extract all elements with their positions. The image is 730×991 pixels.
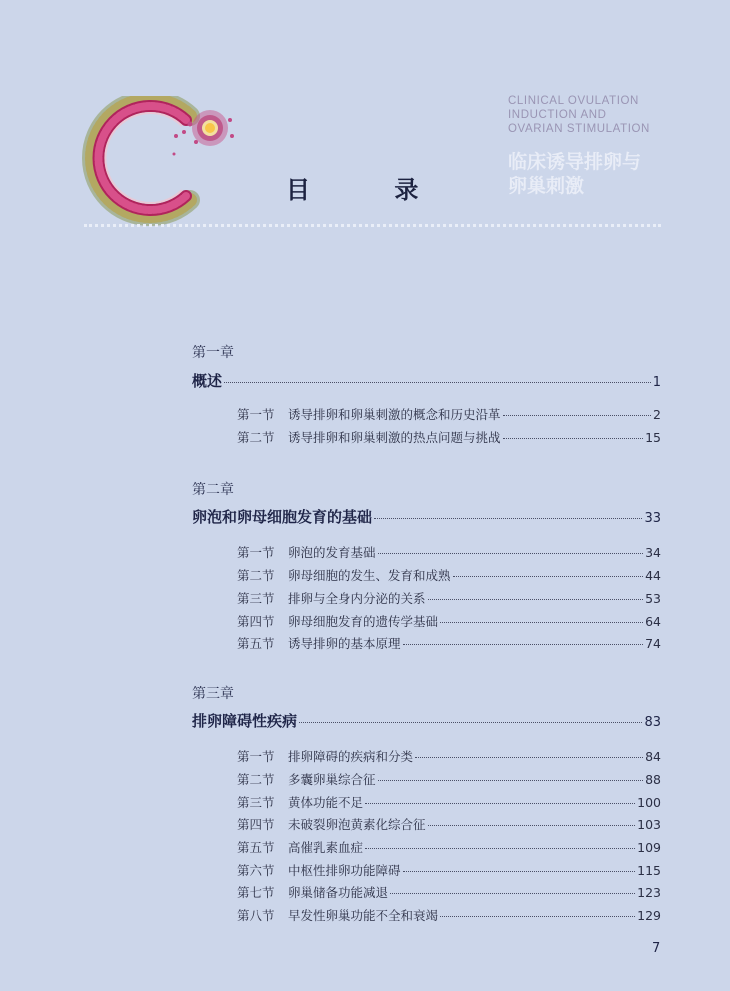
- section-number: 第二节: [237, 772, 275, 787]
- section-number: 第五节: [237, 840, 275, 855]
- section-number: 第五节: [237, 636, 275, 651]
- page-ref: 83: [644, 715, 661, 730]
- page-ref: 88: [645, 772, 661, 787]
- dot-leader: [453, 576, 644, 577]
- toc-section-entry[interactable]: [237, 838, 661, 856]
- section-title: 卵母细胞发育的遗传学基础: [288, 614, 439, 629]
- section-title: 高催乳素血症: [288, 840, 364, 855]
- toc-section-entry[interactable]: [237, 747, 661, 765]
- page-ref: 1: [652, 375, 661, 390]
- section-title: 诱导排卵和卵巢刺激的概念和历史沿革: [288, 407, 501, 422]
- page-ref: 34: [645, 545, 661, 560]
- page-number: 7: [652, 941, 661, 956]
- page-ref: 84: [645, 749, 661, 764]
- section-number: 第三节: [237, 591, 275, 606]
- section-number: 第四节: [237, 817, 275, 832]
- page-ref: 33: [644, 511, 661, 526]
- section-title: 排卵与全身内分泌的关系: [288, 591, 426, 606]
- toc-section-entry[interactable]: [237, 906, 661, 924]
- toc-section-entry[interactable]: [237, 815, 661, 833]
- section-title: 卵泡的发育基础: [288, 545, 376, 560]
- chapter-label: 第三章: [192, 686, 234, 702]
- dot-leader: [224, 382, 651, 383]
- section-number: 第一节: [237, 749, 275, 764]
- section-title: 多囊卵巢综合征: [288, 772, 376, 787]
- section-number: 第二节: [237, 430, 275, 445]
- section-title: 诱导排卵和卵巢刺激的热点问题与挑战: [288, 430, 501, 445]
- section-title: 诱导排卵的基本原理: [288, 636, 401, 651]
- toc-section-entry[interactable]: [237, 543, 661, 561]
- toc-section-entry[interactable]: [237, 793, 661, 811]
- dot-leader: [428, 599, 644, 600]
- toc-section-entry[interactable]: [237, 883, 661, 901]
- page-ref: 115: [637, 863, 661, 878]
- toc-chapter-entry[interactable]: [192, 506, 661, 527]
- toc-section-entry[interactable]: [237, 612, 661, 630]
- dot-leader: [378, 780, 644, 781]
- page-ref: 44: [645, 568, 661, 583]
- section-title: 卵巢储备功能减退: [288, 885, 389, 900]
- page-ref: 123: [637, 885, 661, 900]
- chapter-title: 卵泡和卵母细胞发育的基础: [192, 508, 373, 526]
- page-ref: 109: [637, 840, 661, 855]
- book-title-english: CLINICAL OVULATION INDUCTION AND OVARIAN STIMULATION: [508, 95, 650, 135]
- toc-section-entry[interactable]: [237, 566, 661, 584]
- dot-leader: [503, 415, 651, 416]
- section-title: 中枢性排卵功能障碍: [288, 863, 401, 878]
- dot-leader: [415, 757, 643, 758]
- chapter-title: 概述: [192, 372, 223, 390]
- section-title: 早发性卵巢功能不全和衰竭: [288, 908, 439, 923]
- dot-leader: [365, 848, 635, 849]
- section-number: 第二节: [237, 568, 275, 583]
- page-ref: 100: [637, 795, 661, 810]
- section-number: 第一节: [237, 545, 275, 560]
- section-number: 第三节: [237, 795, 275, 810]
- section-title: 未破裂卵泡黄素化综合征: [288, 817, 426, 832]
- toc-section-entry[interactable]: [237, 589, 661, 607]
- dot-leader: [403, 644, 644, 645]
- page-ref: 103: [637, 817, 661, 832]
- section-number: 第八节: [237, 908, 275, 923]
- dot-leader: [299, 722, 642, 723]
- toc-chapter-entry[interactable]: [192, 710, 661, 731]
- page-ref: 2: [653, 407, 661, 422]
- page-ref: 53: [645, 591, 661, 606]
- dot-leader: [403, 871, 636, 872]
- toc-chapter-entry[interactable]: [192, 370, 661, 391]
- section-number: 第七节: [237, 885, 275, 900]
- section-number: 第四节: [237, 614, 275, 629]
- dot-leader: [365, 803, 635, 804]
- toc-title: 目 录: [286, 176, 457, 204]
- chapter-label: 第一章: [192, 345, 234, 361]
- dot-leader: [503, 438, 644, 439]
- toc-section-entry[interactable]: [237, 405, 661, 423]
- dot-leader: [440, 916, 635, 917]
- page-ref: 15: [645, 430, 661, 445]
- toc-section-entry[interactable]: [237, 770, 661, 788]
- section-number: 第六节: [237, 863, 275, 878]
- page-ref: 129: [637, 908, 661, 923]
- dot-leader: [428, 825, 636, 826]
- section-title: 卵母细胞的发生、发育和成熟: [288, 568, 451, 583]
- header-divider: [84, 224, 661, 227]
- section-title: 黄体功能不足: [288, 795, 364, 810]
- chapter-title: 排卵障碍性疾病: [192, 712, 298, 730]
- dot-leader: [378, 553, 644, 554]
- follicle-logo-illustration: [78, 96, 248, 226]
- section-title: 排卵障碍的疾病和分类: [288, 749, 414, 764]
- dot-leader: [374, 518, 642, 519]
- page-ref: 74: [645, 636, 661, 651]
- book-title-chinese: 临床诱导排卵与 卵巢刺激: [508, 151, 642, 197]
- chapter-label: 第二章: [192, 482, 234, 498]
- page-ref: 64: [645, 614, 661, 629]
- dot-leader: [440, 622, 643, 623]
- toc-section-entry[interactable]: [237, 634, 661, 652]
- section-number: 第一节: [237, 407, 275, 422]
- toc-section-entry[interactable]: [237, 861, 661, 879]
- dot-leader: [390, 893, 635, 894]
- toc-section-entry[interactable]: [237, 428, 661, 446]
